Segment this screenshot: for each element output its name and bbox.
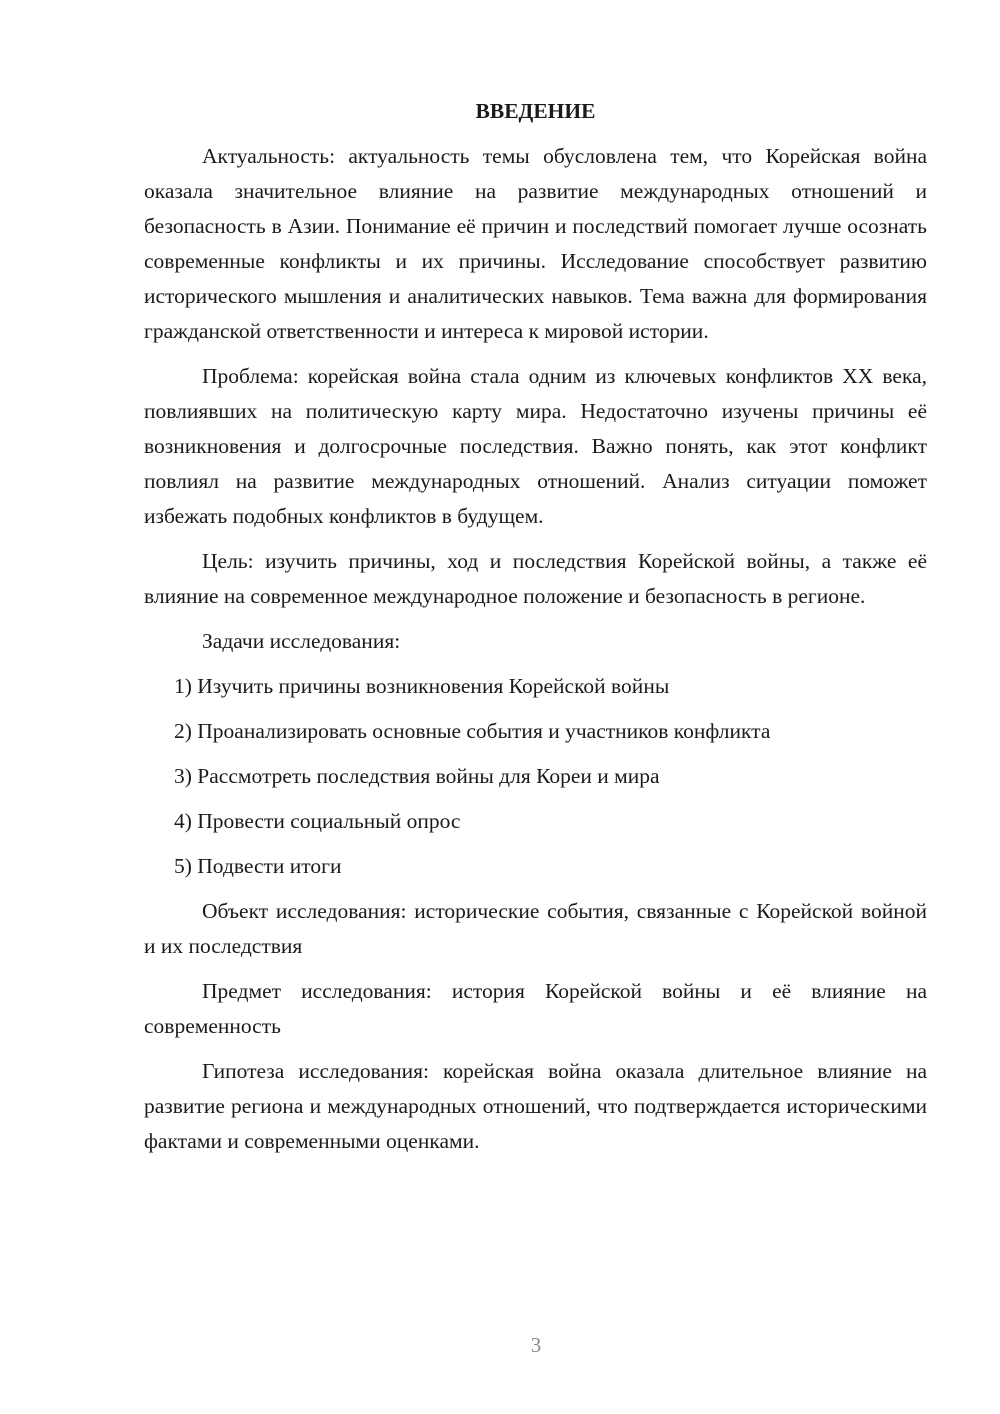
- task-list: [144, 669, 927, 884]
- task-item: 1) Изучить причины возникновения Корейской войны: [174, 674, 670, 698]
- hypothesis-paragraph: Гипотеза исследования: корейская война оказала длительное влияние на развитие региона и международных отношений, что подтверждается историческими фактами и современными оценками.: [144, 1059, 927, 1153]
- problem-paragraph: Проблема: корейская война стала одним из ключевых конфликтов XX века, повлиявших на политическую карту мира. Недостаточно изучены причины её возникновения и долгосрочные последствия. Важно понять, как этот конфликт повлиял на развитие международных отношений. Анализ ситуации поможет избежать подобных конфликтов в будущем.: [144, 364, 927, 528]
- task-item: 2) Проанализировать основные события и участников конфликта: [174, 719, 771, 743]
- research-subject-paragraph: Предмет исследования: история Корейской войны и её влияние на современность: [144, 979, 927, 1038]
- page-number: 3: [530, 1333, 542, 1357]
- section-title: ВВЕДЕНИЕ: [475, 99, 596, 123]
- page-content: [144, 94, 927, 1169]
- tasks-heading: Задачи исследования:: [202, 629, 401, 653]
- task-item: 5) Подвести итоги: [174, 854, 342, 878]
- task-item: 4) Провести социальный опрос: [174, 809, 461, 833]
- task-item: 3) Рассмотреть последствия войны для Кореи и мира: [174, 764, 660, 788]
- goal-paragraph: Цель: изучить причины, ход и последствия Корейской войны, а также её влияние на современное международное положение и безопасность в регионе.: [144, 549, 927, 608]
- relevance-paragraph: Актуальность: актуальность темы обусловлена тем, что Корейская война оказала значительное влияние на развитие международных отношений и безопасность в Азии. Понимание её причин и последствий помогает лучше осознать современные конфликты и их причины. Исследование способствует развитию исторического мышления и аналитических навыков. Тема важна для формирования гражданской ответственности и интереса к мировой истории.: [144, 144, 927, 343]
- research-object-paragraph: Объект исследования: исторические события, связанные с Корейской войной и их последствия: [144, 899, 927, 958]
